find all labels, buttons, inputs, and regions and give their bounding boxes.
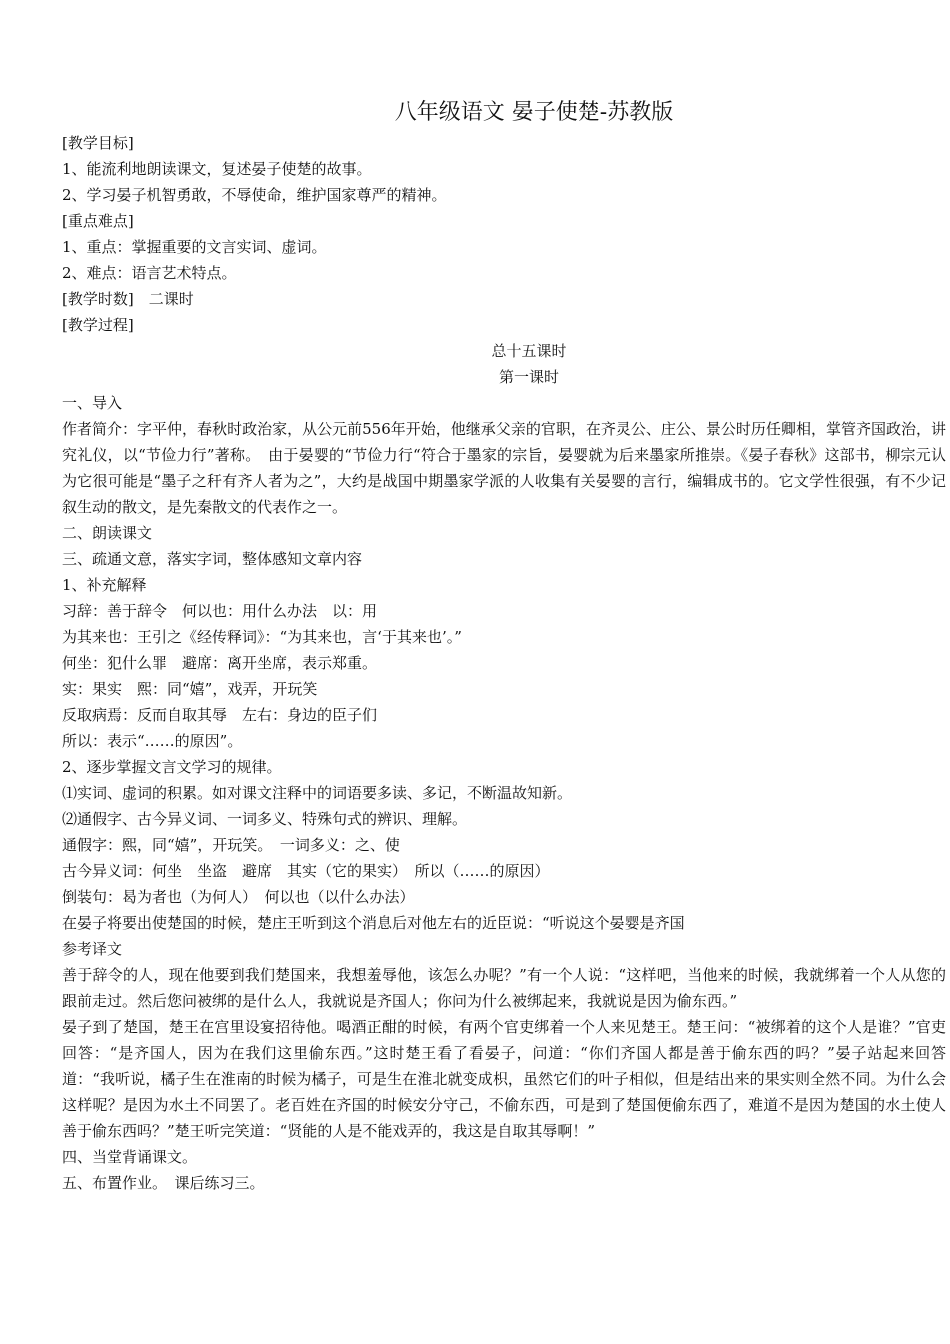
document-title: 八年级语文 晏子使楚-苏教版: [394, 100, 674, 125]
text-line: ⑵通假字、古今异义词、一词多义、特殊句式的辨识、理解。: [62, 810, 468, 828]
text-line: [教学过程]: [62, 316, 134, 334]
study-notes-block: [62, 520, 946, 962]
text-line: 习辞：善于辞令 何以也：用什么办法 以：用: [62, 602, 378, 620]
intro-paragraph: 作者简介：字平仲，春秋时政治家，从公元前556年开始，他继承父亲的官职，在齐灵公、庄公、景公时历任卿相，掌管齐国政治，讲究礼仪，以“节俭力行”著称。 由于晏婴的“节俭力行“符合于墨家的宗旨，晏婴就为后来墨家所推崇。《晏子春秋》这部书，柳宗元认为它很可能是“墨子之秆有齐人者为之”，大约是战国中期墨家学派的人收集有关晏婴的言行，编辑成书的。它文学性很强，有不少记叙生动的散文，是先秦散文的代表作之一。: [62, 420, 946, 516]
text-line: 1、重点：掌握重要的文言实词、虚词。: [62, 238, 327, 256]
text-line: 二、朗读课文: [62, 524, 153, 542]
text-line: 五、布置作业。 课后练习三。: [62, 1174, 265, 1192]
text-line: 反取病焉：反而自取其辱 左右：身边的臣子们: [62, 706, 378, 724]
text-line: 在晏子将要出使楚国的时候，楚庄王听到这个消息后对他左右的近臣说：“听说这个晏婴是齐国: [62, 914, 685, 932]
text-line: 1、补充解释: [62, 576, 147, 594]
text-line: 所以：表示“……的原因”。: [62, 732, 243, 750]
text-line: 参考译文: [62, 940, 123, 958]
text-line: 三、疏通文意，落实字词，整体感知文章内容: [62, 550, 363, 568]
text-line: 古今异义词：何坐 坐盗 避席 其实（它的果实） 所以（……的原因）: [62, 862, 550, 880]
text-line: 通假字：熙，同“嬉”，开玩笑。 一词多义：之、使: [62, 836, 400, 854]
text-line: 何坐：犯什么罪 避席：离开坐席，表示郑重。: [62, 654, 378, 672]
text-line: 2、难点：语言艺术特点。: [62, 264, 237, 282]
text-line: 2、逐步掌握文言文学习的规律。: [62, 758, 282, 776]
text-line: 倒装句：曷为者也（为何人） 何以也（以什么办法）: [62, 888, 415, 906]
text-line: 实：果实 熙：同“嬉”，戏弄，开玩笑: [62, 680, 318, 698]
text-line: 2、学习晏子机智勇敢，不辱使命，维护国家尊严的精神。: [62, 186, 447, 204]
text-line: 四、当堂背诵课文。: [62, 1148, 198, 1166]
lesson-first-heading: 第一课时: [498, 368, 559, 386]
text-line: [教学目标]: [62, 134, 134, 152]
text-line: [教学时数] 二课时: [62, 290, 194, 308]
translation-paragraph-1: 善于辞令的人，现在他要到我们楚国来，我想羞辱他，该怎么办呢？”有一个人说：“这样吧，当他来的时候，我就绑着一个人从您的跟前走过。然后您问被绑的是什么人，我就说是齐国人；你问为什么被绑起来，我就说是因为偷东西。”: [62, 966, 946, 1010]
text-line: ⑴实词、虚词的积累。如对课文注释中的词语要多读、多记，不断温故知新。: [62, 784, 573, 802]
text-line: 为其来也：王引之《经传释词》：“为其来也，言‘于其来也’。”: [62, 628, 462, 646]
section-heading: 一、导入: [62, 394, 123, 412]
translation-paragraph-2: 晏子到了楚国，楚王在宫里设宴招待他。喝酒正酣的时候，有两个官吏绑着一个人来见楚王。楚王问：“被绑着的这个人是谁？”官吏回答：“是齐国人，因为在我们这里偷东西。”这时楚王看了看晏子，问道：“你们齐国人都是善于偷东西的吗？”晏子站起来回答道：“我听说，橘子生在淮南的时候为橘子，可是生在淮北就变成枳，虽然它们的叶子相似，但是结出来的果实则全然不同。为什么会这样呢？是因为水土不同罢了。老百姓在齐国的时候安分守己，不偷东西，可是到了楚国便偷东西了，难道不是因为楚国的水土使人善于偷东西吗？”楚王听完笑道：“贤能的人是不能戏弄的，我这是自取其辱啊！”: [62, 1018, 946, 1140]
objectives-block: [62, 130, 946, 338]
text-line: 1、能流利地朗读课文，复述晏子使楚的故事。: [62, 160, 372, 178]
text-line: [重点难点]: [62, 212, 134, 230]
document-page: [62, 96, 946, 1196]
lesson-total-heading: 总十五课时: [491, 342, 567, 360]
